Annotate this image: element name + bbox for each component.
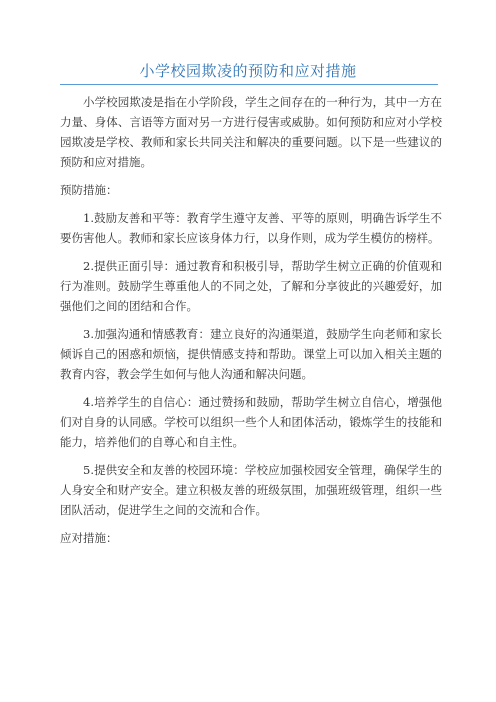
prevention-item-3: 3.加强沟通和情感教育：建立良好的沟通渠道，鼓励学生向老师和家长倾诉自己的困惑和烦恼，提供情感支持和帮助。课堂上可以加入相关主题的教育内容，教会学生如何与他人沟通和解决问题。 <box>60 327 442 381</box>
prevention-heading: 预防措施： <box>60 183 118 197</box>
response-heading: 应对措施： <box>60 531 118 545</box>
title-underline <box>60 84 438 85</box>
prevention-item-2: 2.提供正面引导：通过教育和积极引导，帮助学生树立正确的价值观和行为准则。鼓励学生尊重他人的不同之处，了解和分享彼此的兴趣爱好，加强他们之间的团结和合作。 <box>60 259 442 313</box>
prevention-item-1: 1.鼓励友善和平等：教育学生遵守友善、平等的原则，明确告诉学生不要伤害他人。教师和家长应该身体力行，以身作则，成为学生模仿的榜样。 <box>60 211 442 245</box>
document-body <box>60 92 442 556</box>
prevention-item-4: 4.培养学生的自信心：通过赞扬和鼓励，帮助学生树立自信心，增强他们对自身的认同感。学校可以组织一些个人和团体活动，锻炼学生的技能和能力，培养他们的自尊心和自主性。 <box>60 395 442 449</box>
intro-paragraph: 小学校园欺凌是指在小学阶段，学生之间存在的一种行为，其中一方在力量、身体、言语等方面对另一方进行侵害或威胁。如何预防和应对小学校园欺凌是学校、教师和家长共同关注和解决的重要问题。以下是一些建议的预防和应对措施。 <box>60 95 442 169</box>
document-title: 小学校园欺凌的预防和应对措施 <box>139 62 357 80</box>
prevention-item-5: 5.提供安全和友善的校园环境：学校应加强校园安全管理，确保学生的人身安全和财产安全。建立积极友善的班级氛围，加强班级管理，组织一些团队活动，促进学生之间的交流和合作。 <box>60 463 442 517</box>
